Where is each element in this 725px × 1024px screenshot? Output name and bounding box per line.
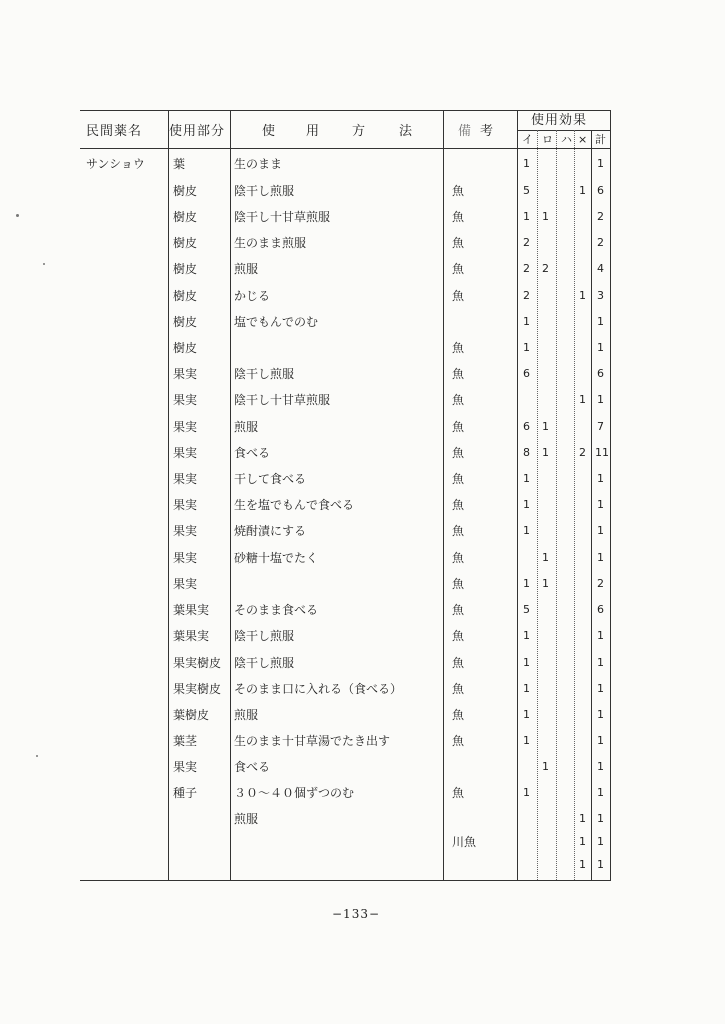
page-number: −133− xyxy=(332,907,381,921)
header-note-2: 考 xyxy=(480,124,495,139)
row-effect-total: 2 xyxy=(597,236,604,249)
row-note: 魚 xyxy=(452,734,465,748)
row-effect-total: 3 xyxy=(597,289,604,302)
row-part: 果実 xyxy=(173,524,198,538)
row-effect-ro: 2 xyxy=(542,262,549,275)
row-method: 陰干し十甘草煎服 xyxy=(234,393,331,407)
row-method: 陰干し煎服 xyxy=(234,367,295,381)
row-note: 魚 xyxy=(452,420,465,434)
row-note: 魚 xyxy=(452,262,465,276)
effect-dotted-divider xyxy=(556,130,557,880)
row-effect-total: 1 xyxy=(597,682,604,695)
row-effect-i: 1 xyxy=(523,708,530,721)
row-note: 魚 xyxy=(452,786,465,800)
row-effect-i: 1 xyxy=(523,157,530,170)
row-effect-ro: 1 xyxy=(542,551,549,564)
row-part: 樹皮 xyxy=(173,289,198,303)
header-method-2: 用 xyxy=(306,124,321,139)
row-effect-i: 2 xyxy=(523,262,530,275)
row-part: 果実樹皮 xyxy=(173,682,222,696)
row-note: 魚 xyxy=(452,498,465,512)
header-effect-x: × xyxy=(578,133,588,146)
row-part: 葉果実 xyxy=(173,603,210,617)
scan-speck xyxy=(36,755,38,757)
row-effect-total: 11 xyxy=(595,446,609,459)
column-divider-method xyxy=(230,110,231,880)
row-part: 樹皮 xyxy=(173,262,198,276)
row-effect-total: 1 xyxy=(597,524,604,537)
table-right-border xyxy=(610,110,611,880)
row-note: 魚 xyxy=(452,603,465,617)
row-effect-i: 2 xyxy=(523,236,530,249)
column-divider-effect xyxy=(517,110,518,880)
plant-name: サンショウ xyxy=(86,157,145,171)
row-effect-total: 1 xyxy=(597,498,604,511)
row-note: 川魚 xyxy=(452,835,477,849)
row-effect-i: 1 xyxy=(523,524,530,537)
row-effect-total: 1 xyxy=(597,315,604,328)
row-effect-total: 1 xyxy=(597,656,604,669)
header-effect-total: 計 xyxy=(595,133,606,146)
row-effect-i: 1 xyxy=(523,341,530,354)
row-effect-total: 2 xyxy=(597,210,604,223)
row-effect-i: 1 xyxy=(523,315,530,328)
row-effect-i: 1 xyxy=(523,734,530,747)
header-note-1: 備 xyxy=(458,124,473,139)
row-note: 魚 xyxy=(452,551,465,565)
row-effect-i: 6 xyxy=(523,367,530,380)
row-effect-ro: 1 xyxy=(542,446,549,459)
header-method-1: 使 xyxy=(262,124,277,139)
header-effect-title: 使用効果 xyxy=(531,113,588,128)
row-method: 陰干し煎服 xyxy=(234,629,295,643)
row-effect-x: 1 xyxy=(579,812,586,825)
row-method: ３０〜４０個ずつのむ xyxy=(234,786,355,800)
row-method: そのまま口に入れる（食べる） xyxy=(234,682,403,696)
row-method: 陰干し煎服 xyxy=(234,184,295,198)
row-part: 樹皮 xyxy=(173,210,198,224)
row-effect-total: 6 xyxy=(597,184,604,197)
row-effect-total: 1 xyxy=(597,786,604,799)
row-effect-i: 8 xyxy=(523,446,530,459)
row-part: 葉 xyxy=(173,157,186,171)
header-part: 使用部分 xyxy=(169,124,226,139)
row-effect-i: 1 xyxy=(523,786,530,799)
row-effect-ro: 1 xyxy=(542,577,549,590)
effect-dotted-divider xyxy=(537,130,538,880)
row-note: 魚 xyxy=(452,656,465,670)
row-effect-i: 6 xyxy=(523,420,530,433)
row-effect-i: 2 xyxy=(523,289,530,302)
row-part: 果実 xyxy=(173,446,198,460)
row-note: 魚 xyxy=(452,393,465,407)
row-note: 魚 xyxy=(452,210,465,224)
row-method: 焼酎漬にする xyxy=(234,524,307,538)
header-method-3: 方 xyxy=(352,124,367,139)
row-effect-total: 1 xyxy=(597,858,604,871)
row-effect-i: 1 xyxy=(523,656,530,669)
row-part: 果実 xyxy=(173,367,198,381)
row-note: 魚 xyxy=(452,446,465,460)
header-method-4: 法 xyxy=(399,124,414,139)
row-effect-x: 1 xyxy=(579,858,586,871)
row-part: 果実 xyxy=(173,393,198,407)
row-note: 魚 xyxy=(452,236,465,250)
header-effect-ha: ハ xyxy=(561,133,572,146)
row-note: 魚 xyxy=(452,472,465,486)
row-effect-total: 7 xyxy=(597,420,604,433)
row-part: 果実 xyxy=(173,760,198,774)
row-note: 魚 xyxy=(452,341,465,355)
row-part: 樹皮 xyxy=(173,236,198,250)
row-effect-total: 1 xyxy=(597,812,604,825)
row-effect-ro: 1 xyxy=(542,760,549,773)
row-note: 魚 xyxy=(452,289,465,303)
row-method: 陰干し十甘草煎服 xyxy=(234,210,331,224)
row-effect-x: 1 xyxy=(579,393,586,406)
row-effect-total: 6 xyxy=(597,367,604,380)
row-effect-i: 5 xyxy=(523,603,530,616)
row-method: 砂糖十塩でたく xyxy=(234,551,319,565)
row-note: 魚 xyxy=(452,629,465,643)
row-note: 魚 xyxy=(452,708,465,722)
row-note: 魚 xyxy=(452,682,465,696)
row-note: 魚 xyxy=(452,367,465,381)
row-effect-i: 5 xyxy=(523,184,530,197)
row-method: 生のまま xyxy=(234,157,283,171)
row-part: 果実 xyxy=(173,472,198,486)
scan-speck xyxy=(43,263,45,265)
row-part: 種子 xyxy=(173,786,198,800)
row-note: 魚 xyxy=(452,577,465,591)
row-part: 樹皮 xyxy=(173,341,198,355)
row-effect-total: 1 xyxy=(597,551,604,564)
row-part: 樹皮 xyxy=(173,184,198,198)
row-effect-total: 1 xyxy=(597,157,604,170)
row-effect-i: 1 xyxy=(523,682,530,695)
column-divider-total xyxy=(591,130,592,880)
row-effect-total: 6 xyxy=(597,603,604,616)
table-bottom-border xyxy=(80,880,611,881)
row-method: かじる xyxy=(234,289,271,303)
scan-speck xyxy=(16,214,19,217)
row-part: 葉茎 xyxy=(173,734,198,748)
row-method: 食べる xyxy=(234,446,271,460)
header-effect-i: イ xyxy=(522,133,533,146)
row-effect-total: 1 xyxy=(597,835,604,848)
row-part: 果実 xyxy=(173,551,198,565)
row-method: 生のまま十甘草湯でたき出す xyxy=(234,734,391,748)
row-part: 葉樹皮 xyxy=(173,708,210,722)
row-effect-total: 1 xyxy=(597,393,604,406)
row-effect-i: 1 xyxy=(523,577,530,590)
row-effect-total: 4 xyxy=(597,262,604,275)
row-part: 果実 xyxy=(173,498,198,512)
row-part: 葉果実 xyxy=(173,629,210,643)
row-method: 煎服 xyxy=(234,812,259,826)
row-part: 樹皮 xyxy=(173,315,198,329)
row-method: そのまま食べる xyxy=(234,603,319,617)
row-method: 塩でもんでのむ xyxy=(234,315,319,329)
row-effect-x: 1 xyxy=(579,835,586,848)
row-effect-total: 1 xyxy=(597,629,604,642)
effect-subheader-border xyxy=(517,130,611,131)
row-note: 魚 xyxy=(452,184,465,198)
row-effect-i: 1 xyxy=(523,498,530,511)
effect-dotted-divider xyxy=(574,130,575,880)
row-method: 煎服 xyxy=(234,420,259,434)
row-part: 果実樹皮 xyxy=(173,656,222,670)
row-effect-i: 1 xyxy=(523,210,530,223)
row-note: 魚 xyxy=(452,524,465,538)
row-effect-x: 1 xyxy=(579,184,586,197)
row-effect-total: 1 xyxy=(597,708,604,721)
row-method: 生を塩でもんで食べる xyxy=(234,498,355,512)
row-effect-x: 2 xyxy=(579,446,586,459)
row-method: 陰干し煎服 xyxy=(234,656,295,670)
row-effect-total: 2 xyxy=(597,577,604,590)
row-effect-x: 1 xyxy=(579,289,586,302)
row-effect-ro: 1 xyxy=(542,420,549,433)
header-bottom-border xyxy=(80,148,611,149)
header-effect-ro: ロ xyxy=(542,133,553,146)
row-effect-total: 1 xyxy=(597,472,604,485)
row-effect-i: 1 xyxy=(523,472,530,485)
row-method: 煎服 xyxy=(234,708,259,722)
row-method: 生のまま煎服 xyxy=(234,236,307,250)
column-divider-part xyxy=(168,110,169,880)
row-effect-total: 1 xyxy=(597,341,604,354)
row-method: 干して食べる xyxy=(234,472,307,486)
row-effect-total: 1 xyxy=(597,760,604,773)
table-top-border xyxy=(80,110,611,111)
row-effect-total: 1 xyxy=(597,734,604,747)
row-effect-i: 1 xyxy=(523,629,530,642)
row-effect-ro: 1 xyxy=(542,210,549,223)
column-divider-note xyxy=(443,110,444,880)
row-method: 煎服 xyxy=(234,262,259,276)
header-plant-name: 民間薬名 xyxy=(86,124,143,139)
row-part: 果実 xyxy=(173,420,198,434)
row-part: 果実 xyxy=(173,577,198,591)
row-method: 食べる xyxy=(234,760,271,774)
